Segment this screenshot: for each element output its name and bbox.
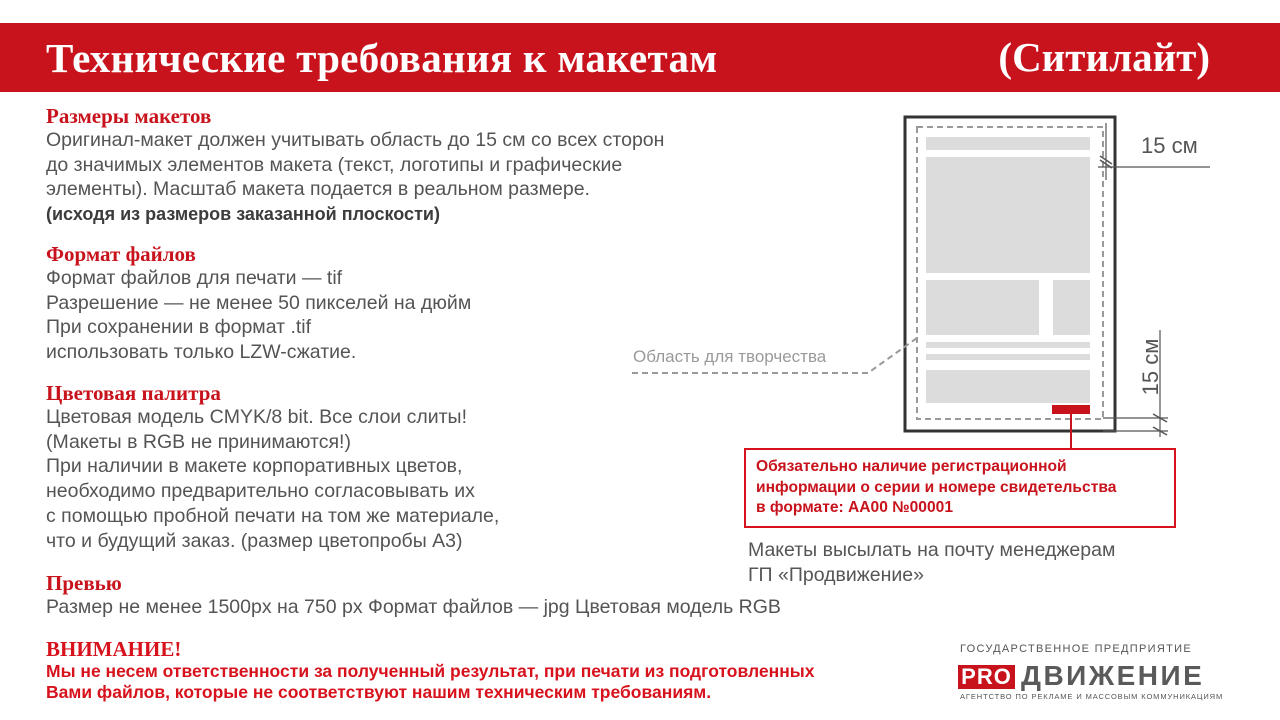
text-line: элементы). Масштаб макета подается в реальном размере. — [46, 178, 590, 201]
text-line: При сохранении в формат .tif — [46, 316, 312, 339]
dim-tick — [1153, 427, 1167, 435]
dimension-top-label: 15 см — [1141, 133, 1198, 158]
send-line: Макеты высылать на почту менеджерам — [748, 539, 1116, 561]
text-line: с помощью пробной печати на том же материале, — [46, 504, 500, 527]
outer-frame — [905, 117, 1115, 431]
dim-tick — [1100, 156, 1112, 164]
section-title: Цветовая палитра — [46, 381, 221, 405]
logo-top-text: ГОСУДАРСТВЕННОЕ ПРЕДПРИЯТИЕ — [960, 643, 1192, 655]
logo-bottom-text: АГЕНТСТВО ПО РЕКЛАМЕ И МАССОВЫМ КОММУНИКАЦИЯМ — [960, 692, 1224, 701]
registration-mark — [1052, 405, 1090, 414]
registration-line: в формате: АА00 №00001 — [756, 499, 953, 516]
text-line: до значимых элементов макета (текст, логотипы и графические — [46, 153, 623, 176]
page-title: Технические требования к макетам — [46, 35, 718, 81]
creative-area-label: Область для творчества — [633, 347, 827, 366]
text-line: При наличии в макете корпоративных цветов, — [46, 455, 463, 478]
send-line: ГП «Продвижение» — [748, 563, 924, 586]
warning-line: Мы не несем ответственности за полученный результат, при печати из подготовленных — [46, 661, 815, 681]
warning-title: ВНИМАНИЕ! — [46, 637, 182, 661]
text-line: (Макеты в RGB не принимаются!) — [46, 430, 351, 453]
placeholder-block — [926, 137, 1090, 150]
text-line: необходимо предварительно согласовывать их — [46, 480, 475, 503]
registration-line: информации о серии и номере свидетельства — [756, 478, 1117, 496]
section-warning — [46, 637, 886, 703]
section-format — [46, 242, 886, 365]
text-line: Размер не менее 1500px на 750 px Формат файлов — jpg Цветовая модель RGB — [46, 596, 781, 618]
placeholder-block — [926, 370, 1090, 403]
registration-line: Обязательно наличие регистрационной — [756, 458, 1067, 475]
text-line: что и будущий заказ. (размер цветопробы А3) — [46, 529, 463, 552]
section-title: Превью — [46, 571, 122, 595]
placeholder-block — [926, 280, 1039, 335]
dim-tick — [1100, 160, 1112, 168]
placeholder-block — [926, 342, 1090, 348]
logo-brand-name: ДВИЖЕНИЕ — [1021, 660, 1205, 691]
text-line: Цветовая модель CMYK/8 bit. Все слои слиты! — [46, 406, 467, 428]
text-note: (исходя из размеров заказанной плоскости) — [46, 204, 440, 225]
registration-info-box — [744, 448, 1176, 528]
dim-tick — [1153, 414, 1167, 422]
page-subtitle: (Ситилайт) — [998, 34, 1210, 80]
placeholder-block — [1053, 280, 1090, 335]
section-sizes — [46, 104, 886, 227]
company-logo — [958, 643, 1238, 705]
text-line: использовать только LZW-сжатие. — [46, 341, 357, 364]
text-line: Разрешение — не менее 50 пикселей на дюйм — [46, 291, 472, 314]
placeholder-block — [926, 157, 1090, 273]
text-line: Оригинал-макет должен учитывать область до 15 см со всех сторон — [46, 129, 665, 151]
header-bar — [0, 23, 1280, 92]
logo-pro-badge: PRO — [958, 665, 1015, 689]
safe-area-frame — [917, 127, 1103, 419]
placeholder-block — [926, 354, 1090, 360]
warning-line: Вами файлов, которые не соответствуют нашим техническим требованиям. — [46, 682, 712, 702]
text-line: Формат файлов для печати — tif — [46, 267, 343, 289]
section-title: Размеры макетов — [46, 104, 212, 128]
section-title: Формат файлов — [46, 242, 196, 266]
dimension-side-label: 15 см — [1138, 338, 1163, 396]
send-instructions — [748, 538, 1115, 587]
